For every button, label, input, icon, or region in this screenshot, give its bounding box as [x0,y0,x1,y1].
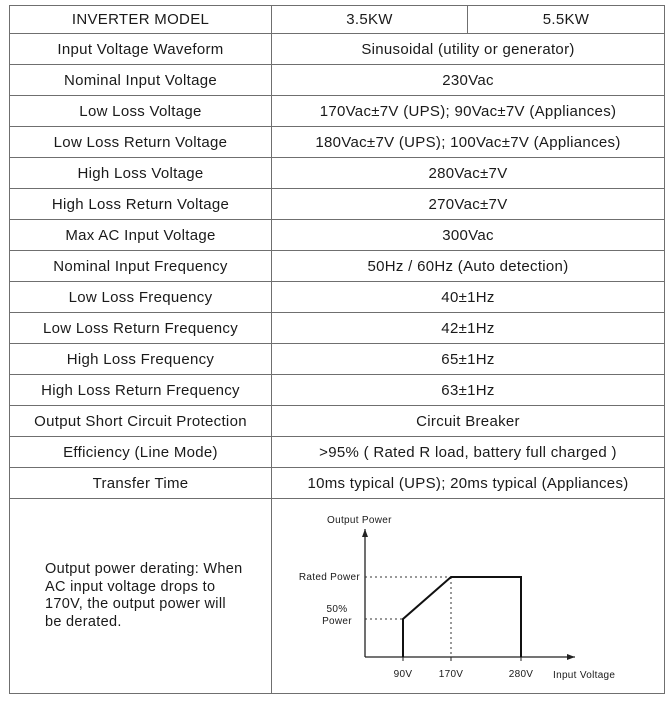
x-axis-arrow [567,654,575,660]
x-tick-label: 90V [393,669,413,680]
row-value: 300Vac [272,220,665,251]
row-label: High Loss Frequency [10,344,272,375]
row-label: Low Loss Return Frequency [10,313,272,344]
derating-note-cell [10,499,272,694]
derating-row [10,499,665,694]
row-value: 280Vac±7V [272,158,665,189]
row-value: 10ms typical (UPS); 20ms typical (Appliances) [272,468,665,499]
row-value: 180Vac±7V (UPS); 100Vac±7V (Appliances) [272,127,665,158]
table-row [10,96,665,127]
x-tick-label: 280V [508,669,534,680]
row-value: Circuit Breaker [272,406,665,437]
row-label: Low Loss Frequency [10,282,272,313]
y-axis-label: Output Power [327,515,392,526]
table-header-row [10,6,665,34]
row-label: Nominal Input Frequency [10,251,272,282]
row-label: Output Short Circuit Protection [10,406,272,437]
spec-table [9,5,665,694]
table-row [10,313,665,344]
row-label: High Loss Voltage [10,158,272,189]
table-row [10,220,665,251]
y-axis-arrow [362,529,368,537]
y-tick-label-power: Power [322,616,352,627]
table-row [10,127,665,158]
header-model-label: INVERTER MODEL [10,6,272,34]
row-label: High Loss Return Voltage [10,189,272,220]
table-row [10,468,665,499]
row-value: 230Vac [272,65,665,96]
table-row [10,375,665,406]
table-row [10,437,665,468]
table-row [10,34,665,65]
header-model-5-5kw: 5.5KW [468,6,665,34]
row-value: 63±1Hz [272,375,665,406]
header-model-3-5kw: 3.5KW [272,6,468,34]
derating-chart-cell [272,499,665,694]
row-value: Sinusoidal (utility or generator) [272,34,665,65]
row-value: >95% ( Rated R load, battery full charged ) [272,437,665,468]
row-value: 50Hz / 60Hz (Auto detection) [272,251,665,282]
y-tick-label-rated: Rated Power [298,572,360,583]
table-row [10,406,665,437]
x-tick-label: 170V [438,669,464,680]
x-axis-label: Input Voltage [553,670,616,681]
table-row [10,189,665,220]
table-row [10,344,665,375]
row-label: High Loss Return Frequency [10,375,272,406]
row-value: 270Vac±7V [272,189,665,220]
row-value: 170Vac±7V (UPS); 90Vac±7V (Appliances) [272,96,665,127]
row-label: Low Loss Return Voltage [10,127,272,158]
row-label: Nominal Input Voltage [10,65,272,96]
row-value: 42±1Hz [272,313,665,344]
row-value: 40±1Hz [272,282,665,313]
row-value: 65±1Hz [272,344,665,375]
row-label: Max AC Input Voltage [10,220,272,251]
derating-curve [403,577,521,657]
row-label: Efficiency (Line Mode) [10,437,272,468]
table-row [10,251,665,282]
y-tick-label-50: 50% [326,604,348,615]
row-label: Low Loss Voltage [10,96,272,127]
row-label: Transfer Time [10,468,272,499]
derating-note: Output power derating: When AC input voltage drops to 170V, the output power will be derated. [45,561,243,630]
table-row [10,282,665,313]
derating-chart [273,499,663,689]
table-row [10,65,665,96]
table-row [10,158,665,189]
row-label: Input Voltage Waveform [10,34,272,65]
